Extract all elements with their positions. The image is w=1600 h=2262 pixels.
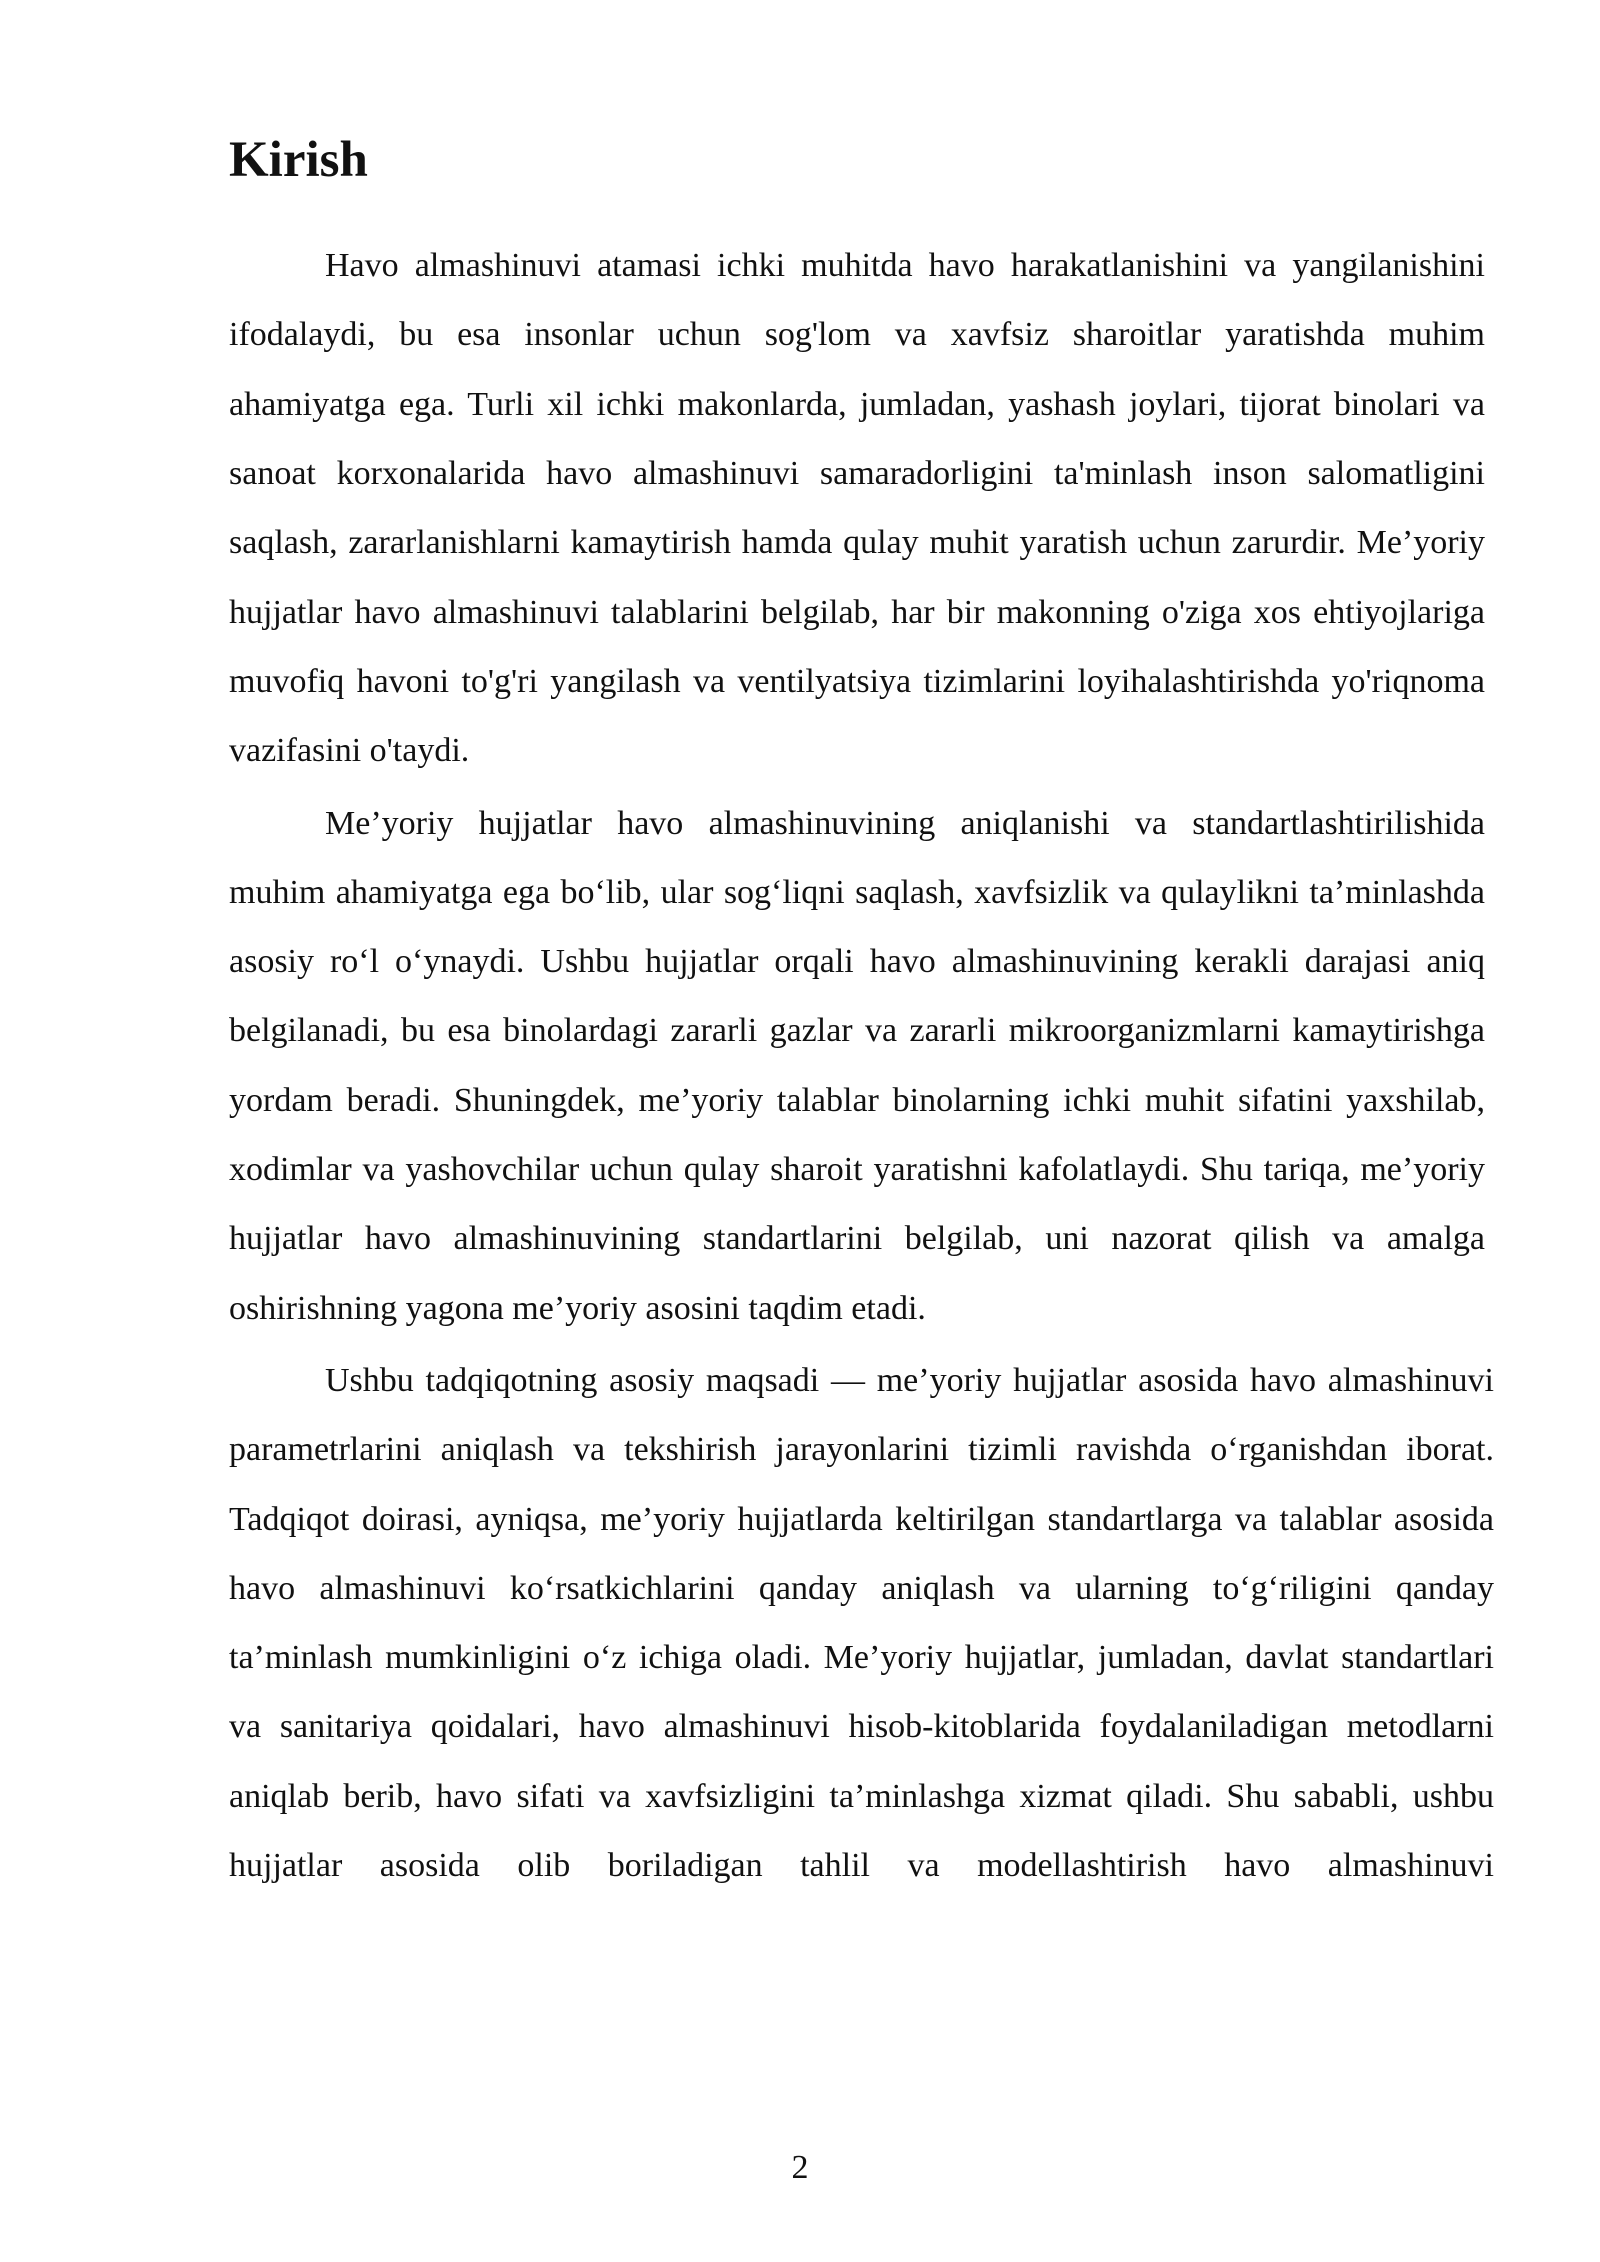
paragraph-3: Ushbu tadqiqotning asosiy maqsadi — me’yoriy hujjatlar asosida havo almashinuvi parametrlarini aniqlash va tekshirish jarayonlarini tizimli ravishda o‘rganishdan iborat. Tadqiqot doirasi, ayniqsa, me’yoriy hujjatlarda keltirilgan standartlarga va talablar asosida havo almashinuvi ko‘rsatkichlarini qanday aniqlash va ularning to‘g‘riligini qanday ta’minlash mumkinligini o‘z ichiga oladi. Me’yoriy hujjatlar, jumladan, davlat standartlari va sanitariya qoidalari, havo almashinuvi hisob-kitoblarida foydalaniladigan metodlarni aniqlab berib, havo sifati va xavfsizligini ta’minlashga xizmat qiladi. Shu sababli, ushbu hujjatlar asosida olib boriladigan tahlil va modellashtirish havo almashinuvi bbox=[229, 1361, 1494, 1885]
page-number: 2 bbox=[791, 2149, 809, 2186]
page-content bbox=[229, 130, 1494, 1903]
section-heading: Kirish bbox=[229, 132, 368, 188]
paragraph-1: Havo almashinuvi atamasi ichki muhitda havo harakatlanishini va yangilanishini ifodalaydi, bu esa insonlar uchun sog'lom va xavfsiz sharoitlar yaratishda muhim ahamiyatga ega. Turli xil ichki makonlarda, jumladan, yashash joylari, tijorat binolari va sanoat korxonalarida havo almashinuvi samaradorligini ta'minlash inson salomatligini saqlash, zararlanishlarni kamaytirish hamda qulay muhit yaratish uchun zarurdir. Me’yoriy hujjatlar havo almashinuvi talablarini belgilab, har bir makonning o'ziga xos ehtiyojlariga muvofiq havoni to'g'ri yangilash va ventilyatsiya tizimlarini loyihalashtirishda yo'riqnoma vazifasini o'taydi. bbox=[229, 247, 1485, 770]
paragraph-2: Me’yoriy hujjatlar havo almashinuvining aniqlanishi va standartlashtirilishida muhim ahamiyatga ega bo‘lib, ular sog‘liqni saqlash, xavfsizlik va qulaylikni ta’minlashda asosiy ro‘l o‘ynaydi. Ushbu hujjatlar orqali havo almashinuvining kerakli darajasi aniq belgilanadi, bu esa binolardagi zararli gazlar va zararli mikroorganizmlarni kamaytirishga yordam beradi. Shuningdek, me’yoriy talablar binolarning ichki muhit sifatini yaxshilab, xodimlar va yashovchilar uchun qulay sharoit yaratishni kafolatlaydi. Shu tariqa, me’yoriy hujjatlar havo almashinuvining standartlarini belgilab, uni nazorat qilish va amalga oshirishning yagona me’yoriy asosini taqdim etadi. bbox=[229, 804, 1485, 1327]
